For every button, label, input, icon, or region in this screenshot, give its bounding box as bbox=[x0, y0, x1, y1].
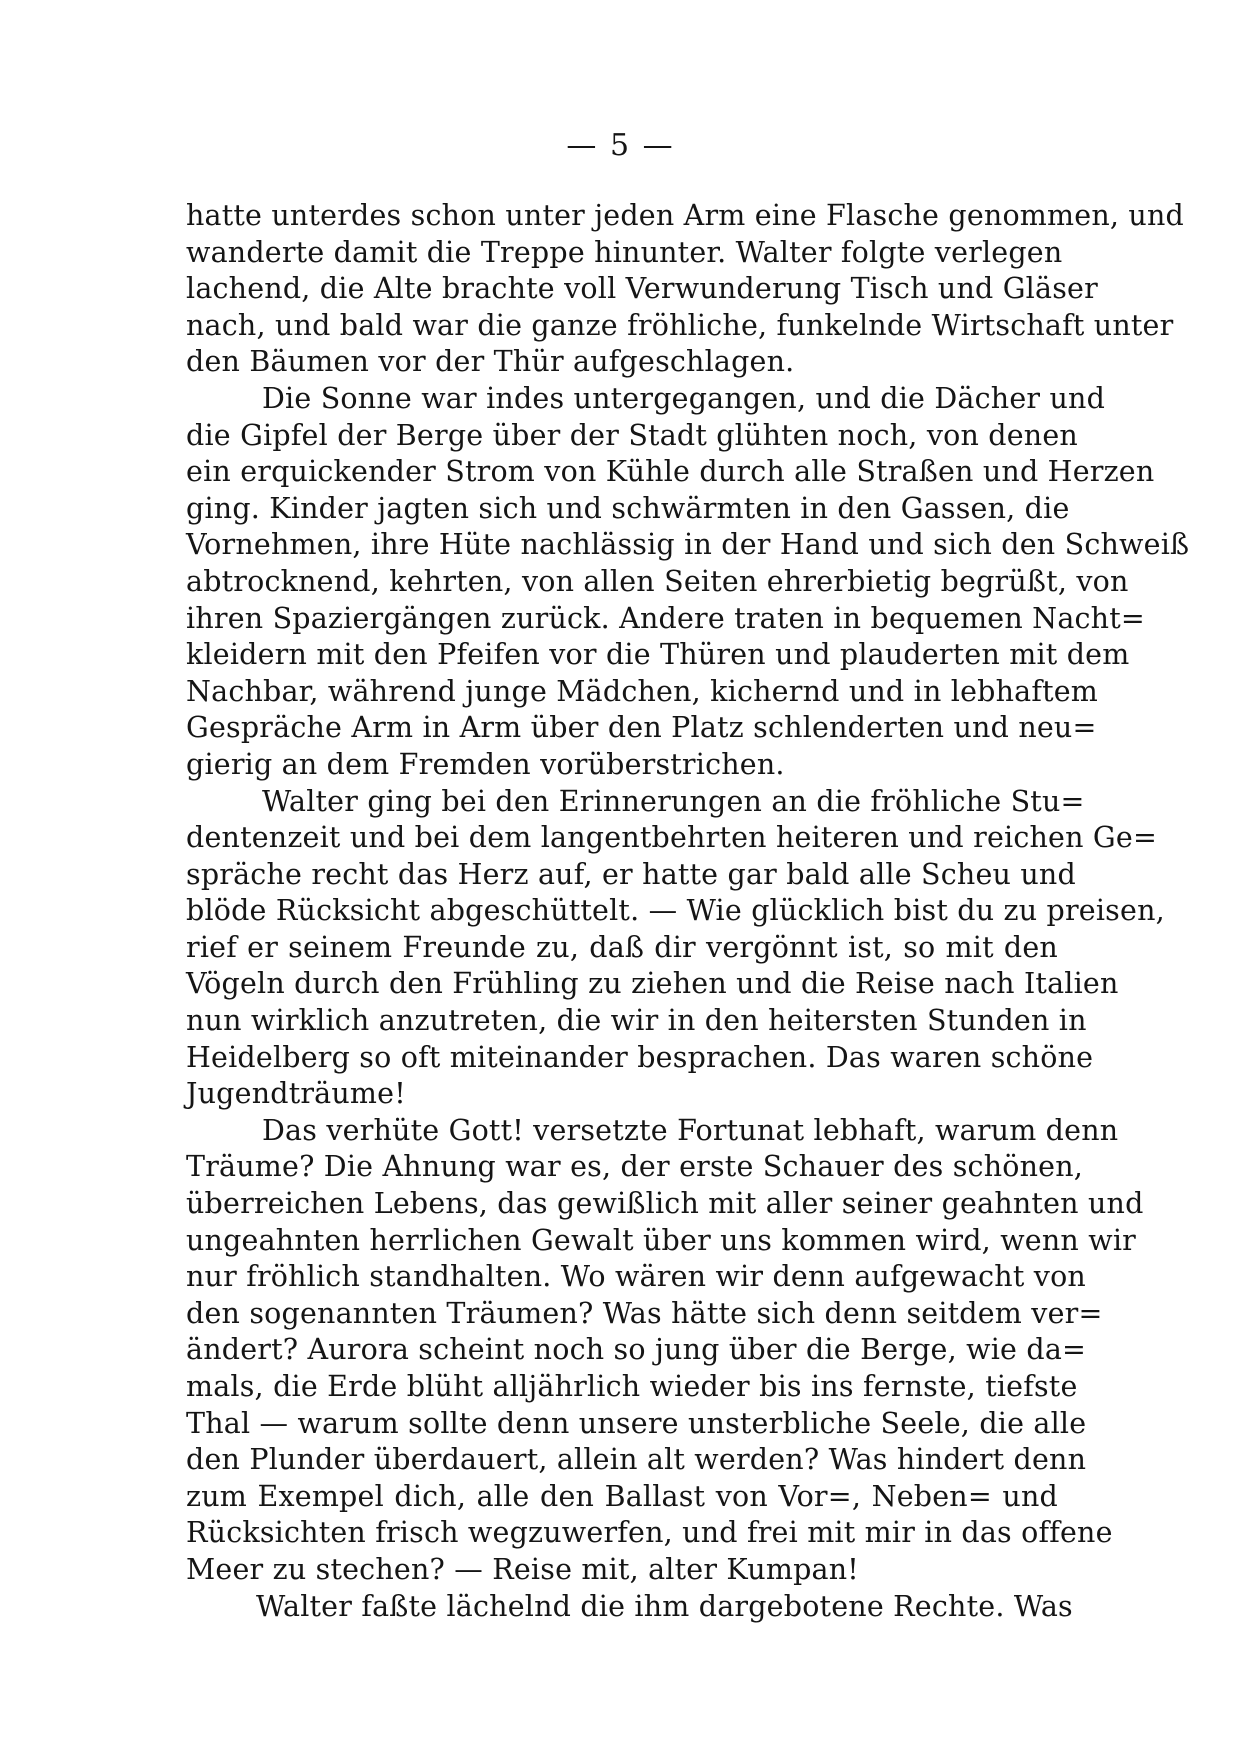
text-line: kleidern mit den Pfeifen vor die Thüren und plauderten mit dem bbox=[186, 638, 1130, 672]
text-line: rief er seinem Freunde zu, daß dir vergönnt ist, so mit den bbox=[186, 930, 1058, 964]
text-line: dentenzeit und bei dem langentbehrten heiteren und reichen Ge= bbox=[186, 821, 1158, 855]
text-line: abtrocknend, kehrten, von allen Seiten ehrerbietig begrüßt, von bbox=[186, 564, 1129, 598]
text-line: Nachbar, während junge Mädchen, kichernd und in lebhaftem bbox=[186, 674, 1099, 708]
text-line: Walter ging bei den Erinnerungen an die fröhliche Stu= bbox=[262, 784, 1085, 818]
text-line: nun wirklich anzutreten, die wir in den heitersten Stunden in bbox=[186, 1004, 1087, 1038]
text-line: ungeahnten herrlichen Gewalt über uns kommen wird, wenn wir bbox=[186, 1223, 1136, 1257]
text-line: Meer zu stechen? — Reise mit, alter Kumpan! bbox=[186, 1552, 859, 1586]
text-line: spräche recht das Herz auf, er hatte gar bald alle Scheu und bbox=[186, 857, 1076, 891]
text-line: hatte unterdes schon unter jeden Arm eine Flasche genommen, und bbox=[186, 199, 1184, 232]
text-line: Vornehmen, ihre Hüte nachlässig in der Hand und sich den Schweiß bbox=[186, 528, 1190, 562]
text-line: Die Sonne war indes untergegangen, und die Dächer und bbox=[262, 381, 1106, 415]
text-line: ändert? Aurora scheint noch so jung über die Berge, wie da= bbox=[186, 1333, 1087, 1367]
text-line: überreichen Lebens, das gewißlich mit aller seiner geahnten und bbox=[186, 1187, 1144, 1221]
page-number: — 5 — bbox=[566, 128, 675, 163]
text-line: den Bäumen vor der Thür aufgeschlagen. bbox=[186, 345, 795, 379]
text-line: Jugendträume! bbox=[186, 1077, 406, 1111]
text-line: blöde Rücksicht abgeschüttelt. — Wie glücklich bist du zu preisen, bbox=[186, 894, 1165, 928]
text-line: ging. Kinder jagten sich und schwärmten in den Gassen, die bbox=[186, 491, 1070, 525]
text-line: nur fröhlich standhalten. Wo wären wir denn aufgewacht von bbox=[186, 1260, 1086, 1294]
body-text bbox=[186, 198, 1190, 1625]
text-line: Vögeln durch den Frühling zu ziehen und die Reise nach Italien bbox=[186, 967, 1119, 1001]
text-line: den Plunder überdauert, allein alt werden? Was hindert denn bbox=[186, 1443, 1087, 1477]
text-line: Gespräche Arm in Arm über den Platz schlenderten und neu= bbox=[186, 711, 1097, 745]
text-line: Das verhüte Gott! versetzte Fortunat lebhaft, warum denn bbox=[262, 1113, 1119, 1147]
text-line: die Gipfel der Berge über der Stadt glühten noch, von denen bbox=[186, 418, 1078, 452]
text-line: ein erquickender Strom von Kühle durch alle Straßen und Herzen bbox=[186, 455, 1155, 489]
text-line: ihren Spaziergängen zurück. Andere traten in bequemen Nacht= bbox=[186, 601, 1145, 635]
text-line: Thal — warum sollte denn unsere unsterbliche Seele, die alle bbox=[186, 1406, 1087, 1440]
text-line: mals, die Erde blüht alljährlich wieder bis ins fernste, tiefste bbox=[186, 1370, 1078, 1403]
text-line: Heidelberg so oft miteinander besprachen. Das waren schöne bbox=[186, 1040, 1094, 1074]
text-line: nach, und bald war die ganze fröhliche, funkelnde Wirtschaft unter bbox=[186, 308, 1174, 342]
text-line: den sogenannten Träumen? Was hätte sich denn seitdem ver= bbox=[186, 1296, 1103, 1330]
text-line: Rücksichten frisch wegzuwerfen, und frei mit mir in das offene bbox=[186, 1516, 1113, 1550]
text-line: lachend, die Alte brachte voll Verwunderung Tisch und Gläser bbox=[186, 272, 1098, 306]
text-line: gierig an dem Fremden vorüberstrichen. bbox=[186, 747, 785, 781]
text-line: wanderte damit die Treppe hinunter. Walter folgte verlegen bbox=[186, 235, 1063, 269]
text-line: Träume? Die Ahnung war es, der erste Schauer des schönen, bbox=[186, 1150, 1084, 1184]
text-line: Walter faßte lächelnd die ihm dargebotene Rechte. Was bbox=[256, 1589, 1073, 1623]
text-line: zum Exempel dich, alle den Ballast von Vor=, Neben= und bbox=[186, 1479, 1058, 1513]
